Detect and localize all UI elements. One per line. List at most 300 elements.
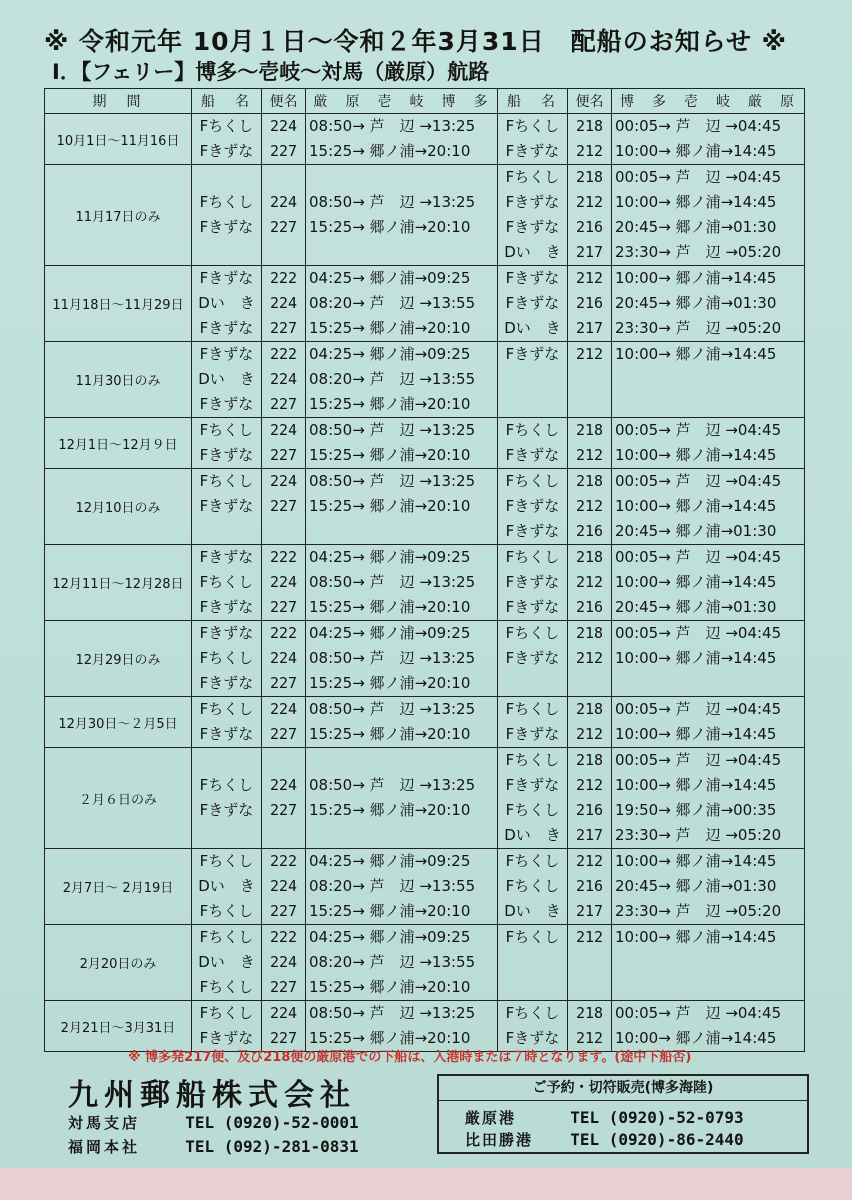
out-time: 08:50→ 芦 辺 →13:25 <box>309 700 476 718</box>
out-ship: Fちくし <box>199 193 254 211</box>
out-time: 08:20→ 芦 辺 →13:55 <box>309 294 476 312</box>
out-time: 08:50→ 芦 辺 →13:25 <box>309 421 476 439</box>
out-time: 08:20→ 芦 辺 →13:55 <box>309 370 476 388</box>
table-row <box>45 418 805 469</box>
out-time-cell <box>306 748 498 849</box>
out-time-cell <box>306 165 498 266</box>
out-num: 224 <box>269 370 298 388</box>
in-num: 218 <box>575 1004 604 1022</box>
out-num <box>265 165 302 190</box>
period-cell: 12月29日のみ <box>45 621 192 697</box>
out-num: 224 <box>269 294 298 312</box>
out-ship: Fちくし <box>199 472 254 490</box>
out-num: 224 <box>269 1004 298 1022</box>
port-tel: TEL (0920)-52-0793 <box>570 1108 744 1127</box>
out-ship <box>195 748 258 773</box>
out-ship: Fきずな <box>199 674 254 692</box>
in-ship-cell <box>498 114 568 165</box>
period-cell: 12月1日～12月９日 <box>45 418 192 469</box>
in-num: 212 <box>575 446 604 464</box>
out-ship: Dい き <box>198 294 255 312</box>
period-cell: 12月11日～12月28日 <box>45 545 192 621</box>
in-time-cell <box>612 925 805 1001</box>
table-row <box>45 697 805 748</box>
out-time: 08:50→ 芦 辺 →13:25 <box>309 1004 476 1022</box>
table-row <box>45 748 805 849</box>
out-time: 04:25→ 郷ノ浦→09:25 <box>309 928 471 946</box>
out-time: 15:25→ 郷ノ浦→20:10 <box>309 395 471 413</box>
out-time-cell <box>306 925 498 1001</box>
in-time: 00:05→ 芦 辺 →04:45 <box>615 624 782 642</box>
in-num-cell <box>568 1001 612 1052</box>
in-time: 00:05→ 芦 辺 →04:45 <box>615 168 782 186</box>
in-time-cell <box>612 748 805 849</box>
out-time-cell <box>306 114 498 165</box>
in-ship <box>501 392 564 417</box>
out-num: 224 <box>269 573 298 591</box>
in-time: 10:00→ 郷ノ浦→14:45 <box>615 573 777 591</box>
in-time: 00:05→ 芦 辺 →04:45 <box>615 472 782 490</box>
in-ship: Fきずな <box>505 269 560 287</box>
out-time: 15:25→ 郷ノ浦→20:10 <box>309 142 471 160</box>
out-ship: Fきずな <box>199 142 254 160</box>
out-ship-cell <box>192 545 262 621</box>
in-time: 10:00→ 郷ノ浦→14:45 <box>615 928 777 946</box>
in-ship: Fちくし <box>505 624 560 642</box>
in-num-cell <box>568 545 612 621</box>
out-ship: Fきずな <box>199 624 254 642</box>
out-ship: Fきずな <box>199 345 254 363</box>
in-ship <box>501 367 564 392</box>
out-time: 15:25→ 郷ノ浦→20:10 <box>309 801 471 819</box>
out-num-cell <box>262 1001 306 1052</box>
in-ship-cell <box>498 621 568 697</box>
out-time: 15:25→ 郷ノ浦→20:10 <box>309 319 471 337</box>
in-ship: Fきずな <box>505 497 560 515</box>
out-num-cell <box>262 545 306 621</box>
branch-fukuoka <box>68 1136 359 1157</box>
in-ship: Dい き <box>504 902 561 920</box>
out-num: 227 <box>269 598 298 616</box>
in-ship: Fきずな <box>505 725 560 743</box>
out-num-cell <box>262 925 306 1001</box>
in-ship: Dい き <box>504 243 561 261</box>
section-heading: Ⅰ．【フェリー】博多～壱岐～対馬（厳原）航路 <box>52 60 490 84</box>
in-time-cell <box>612 1001 805 1052</box>
table-row <box>45 342 805 418</box>
in-time: 20:45→ 郷ノ浦→01:30 <box>615 598 777 616</box>
out-ship <box>195 165 258 190</box>
in-num: 216 <box>575 877 604 895</box>
out-num: 227 <box>269 978 298 996</box>
in-ship: Fちくし <box>505 472 560 490</box>
in-num-cell <box>568 114 612 165</box>
in-num <box>571 367 608 392</box>
out-num-cell <box>262 469 306 545</box>
out-ship: Fきずな <box>199 218 254 236</box>
table-row <box>45 469 805 545</box>
in-num: 218 <box>575 117 604 135</box>
in-ship: Fきずな <box>505 649 560 667</box>
out-ship: Fちくし <box>199 421 254 439</box>
in-time: 10:00→ 郷ノ浦→14:45 <box>615 193 777 211</box>
branch-tel: TEL (092)-281-0831 <box>185 1137 359 1156</box>
period-cell: ２月６日のみ <box>45 748 192 849</box>
out-ship: Fちくし <box>199 902 254 920</box>
out-time: 04:25→ 郷ノ浦→09:25 <box>309 548 471 566</box>
out-ship: Fちくし <box>199 928 254 946</box>
out-time: 08:20→ 芦 辺 →13:55 <box>309 877 476 895</box>
period-cell: 11月18日～11月29日 <box>45 266 192 342</box>
out-ship-cell <box>192 266 262 342</box>
in-time-cell <box>612 469 805 545</box>
in-num: 212 <box>575 776 604 794</box>
out-num: 227 <box>269 674 298 692</box>
period-cell: 12月30日～２月5日 <box>45 697 192 748</box>
out-ship: Dい き <box>198 877 255 895</box>
out-ship: Fちくし <box>199 117 254 135</box>
in-ship <box>501 975 564 1000</box>
in-ship: Dい き <box>504 826 561 844</box>
booking-title: ご予約・切符販売(博多海陸) <box>439 1076 807 1101</box>
booking-port-hitakatsu <box>465 1129 744 1150</box>
in-time <box>615 367 801 392</box>
out-ship: Fきずな <box>199 801 254 819</box>
in-num <box>571 671 608 696</box>
out-num: 227 <box>269 1029 298 1047</box>
in-num: 218 <box>575 624 604 642</box>
out-ship: Fちくし <box>199 852 254 870</box>
out-time: 08:50→ 芦 辺 →13:25 <box>309 472 476 490</box>
table-row <box>45 165 805 266</box>
out-time <box>309 823 494 848</box>
branch-name: 福岡本社 <box>68 1138 141 1156</box>
out-ship: Fきずな <box>199 446 254 464</box>
boarding-note: ※ 博多発217便、及び218便の厳原港での下船は、入港時または７時となります。(途中下船否) <box>128 1050 692 1065</box>
out-num: 227 <box>269 395 298 413</box>
in-time: 20:45→ 郷ノ浦→01:30 <box>615 522 777 540</box>
in-time: 10:00→ 郷ノ浦→14:45 <box>615 725 777 743</box>
booking-port-izuhara <box>465 1107 744 1128</box>
in-time-cell <box>612 621 805 697</box>
in-ship: Fきずな <box>505 345 560 363</box>
port-tel: TEL (0920)-86-2440 <box>570 1130 744 1149</box>
out-time-cell <box>306 697 498 748</box>
out-num-cell <box>262 266 306 342</box>
out-ship-cell <box>192 469 262 545</box>
in-time: 20:45→ 郷ノ浦→01:30 <box>615 877 777 895</box>
in-num: 212 <box>575 269 604 287</box>
in-num-cell <box>568 697 612 748</box>
out-time: 08:50→ 芦 辺 →13:25 <box>309 193 476 211</box>
in-num-cell <box>568 266 612 342</box>
booking-box <box>437 1074 809 1154</box>
out-ship-cell <box>192 114 262 165</box>
in-num: 217 <box>575 243 604 261</box>
in-time <box>615 975 801 1000</box>
in-time: 00:05→ 芦 辺 →04:45 <box>615 700 782 718</box>
in-num: 216 <box>575 294 604 312</box>
out-ship-cell <box>192 342 262 418</box>
in-ship-cell <box>498 418 568 469</box>
out-num: 227 <box>269 142 298 160</box>
out-time <box>309 240 494 265</box>
out-num: 227 <box>269 902 298 920</box>
period-cell: 12月10日のみ <box>45 469 192 545</box>
in-ship-cell <box>498 697 568 748</box>
in-num-cell <box>568 621 612 697</box>
out-ship-cell <box>192 621 262 697</box>
out-num: 222 <box>269 548 298 566</box>
in-ship: Fきずな <box>505 193 560 211</box>
out-ship: Fきずな <box>199 497 254 515</box>
in-time <box>615 671 801 696</box>
in-num: 212 <box>575 142 604 160</box>
in-ship-cell <box>498 849 568 925</box>
out-time: 15:25→ 郷ノ浦→20:10 <box>309 497 471 515</box>
header-num-in: 便名 <box>568 89 612 114</box>
in-time-cell <box>612 114 805 165</box>
in-ship: Fきずな <box>505 142 560 160</box>
in-time-cell <box>612 165 805 266</box>
table-row <box>45 266 805 342</box>
in-ship <box>501 950 564 975</box>
out-num-cell <box>262 621 306 697</box>
in-ship: Fちくし <box>505 700 560 718</box>
out-ship: Fちくし <box>199 978 254 996</box>
in-ship: Fきずな <box>505 573 560 591</box>
out-time: 15:25→ 郷ノ浦→20:10 <box>309 902 471 920</box>
out-num: 224 <box>269 776 298 794</box>
out-num: 222 <box>269 269 298 287</box>
in-time: 00:05→ 芦 辺 →04:45 <box>615 117 782 135</box>
out-num: 224 <box>269 953 298 971</box>
out-ship-cell <box>192 925 262 1001</box>
period-cell: 11月30日のみ <box>45 342 192 418</box>
branch-tsushima <box>68 1112 359 1133</box>
in-num: 212 <box>575 649 604 667</box>
in-time: 23:30→ 芦 辺 →05:20 <box>615 319 782 337</box>
out-ship: Fちくし <box>199 776 254 794</box>
out-time: 15:25→ 郷ノ浦→20:10 <box>309 598 471 616</box>
in-time: 10:00→ 郷ノ浦→14:45 <box>615 776 777 794</box>
in-num: 217 <box>575 319 604 337</box>
out-num <box>265 748 302 773</box>
in-num: 218 <box>575 548 604 566</box>
branch-tel: TEL (0920)-52-0001 <box>185 1113 359 1132</box>
out-num: 224 <box>269 700 298 718</box>
out-ship: Dい き <box>198 953 255 971</box>
out-num: 227 <box>269 446 298 464</box>
header-period: 期 間 <box>45 89 192 114</box>
out-ship: Dい き <box>198 370 255 388</box>
out-ship: Fきずな <box>199 319 254 337</box>
ferry-timetable <box>44 88 805 1052</box>
out-num-cell <box>262 165 306 266</box>
in-ship-cell <box>498 925 568 1001</box>
timetable-body <box>45 114 805 1052</box>
out-num-cell <box>262 849 306 925</box>
in-num: 218 <box>575 472 604 490</box>
in-num: 216 <box>575 801 604 819</box>
header-num-out: 便名 <box>262 89 306 114</box>
out-num-cell <box>262 342 306 418</box>
out-time: 04:25→ 郷ノ浦→09:25 <box>309 852 471 870</box>
out-time: 15:25→ 郷ノ浦→20:10 <box>309 1029 471 1047</box>
in-num: 218 <box>575 168 604 186</box>
in-time: 19:50→ 郷ノ浦→00:35 <box>615 801 777 819</box>
in-ship: Dい き <box>504 319 561 337</box>
out-ship-cell <box>192 697 262 748</box>
out-num <box>265 823 302 848</box>
out-time-cell <box>306 621 498 697</box>
out-num: 227 <box>269 725 298 743</box>
out-time: 04:25→ 郷ノ浦→09:25 <box>309 345 471 363</box>
in-time-cell <box>612 697 805 748</box>
out-num: 224 <box>269 421 298 439</box>
period-cell: 2月21日～3月31日 <box>45 1001 192 1052</box>
out-time-cell <box>306 342 498 418</box>
in-num <box>571 950 608 975</box>
in-ship-cell <box>498 165 568 266</box>
out-ship: Fきずな <box>199 598 254 616</box>
in-time-cell <box>612 545 805 621</box>
out-ship-cell <box>192 849 262 925</box>
out-ship-cell <box>192 1001 262 1052</box>
in-num: 218 <box>575 751 604 769</box>
in-num-cell <box>568 925 612 1001</box>
in-num: 212 <box>575 573 604 591</box>
in-ship: Fきずな <box>505 598 560 616</box>
in-time: 00:05→ 芦 辺 →04:45 <box>615 548 782 566</box>
in-ship: Fちくし <box>505 751 560 769</box>
in-num: 212 <box>575 193 604 211</box>
in-num: 218 <box>575 700 604 718</box>
in-ship: Fちくし <box>505 1004 560 1022</box>
out-num <box>265 519 302 544</box>
in-num: 216 <box>575 598 604 616</box>
out-time: 08:50→ 芦 辺 →13:25 <box>309 117 476 135</box>
out-ship-cell <box>192 418 262 469</box>
out-time: 15:25→ 郷ノ浦→20:10 <box>309 218 471 236</box>
out-ship: Fちくし <box>199 573 254 591</box>
header-ship-out: 船 名 <box>192 89 262 114</box>
in-ship: Fきずな <box>505 446 560 464</box>
in-num: 212 <box>575 928 604 946</box>
header-route-out: 厳 原 壱 岐 博 多 <box>306 89 498 114</box>
company-name: 九州郵船株式会社 <box>68 1078 356 1113</box>
in-time <box>615 392 801 417</box>
in-num-cell <box>568 469 612 545</box>
in-ship: Fちくし <box>505 877 560 895</box>
in-num: 212 <box>575 1029 604 1047</box>
out-ship-cell <box>192 165 262 266</box>
header-ship-in: 船 名 <box>498 89 568 114</box>
out-time: 15:25→ 郷ノ浦→20:10 <box>309 674 471 692</box>
out-num: 227 <box>269 218 298 236</box>
out-time-cell <box>306 545 498 621</box>
in-time: 00:05→ 芦 辺 →04:45 <box>615 1004 782 1022</box>
in-num-cell <box>568 165 612 266</box>
in-num: 212 <box>575 852 604 870</box>
period-cell: 2月7日～ 2月19日 <box>45 849 192 925</box>
table-row <box>45 545 805 621</box>
period-cell: 10月1日～11月16日 <box>45 114 192 165</box>
period-cell: 2月20日のみ <box>45 925 192 1001</box>
in-time: 10:00→ 郷ノ浦→14:45 <box>615 446 777 464</box>
in-ship <box>501 671 564 696</box>
in-ship: Fちくし <box>505 548 560 566</box>
out-time: 15:25→ 郷ノ浦→20:10 <box>309 725 471 743</box>
in-ship: Fきずな <box>505 294 560 312</box>
in-time: 23:30→ 芦 辺 →05:20 <box>615 826 782 844</box>
out-time: 15:25→ 郷ノ浦→20:10 <box>309 978 471 996</box>
out-ship: Fちくし <box>199 1004 254 1022</box>
in-ship-cell <box>498 1001 568 1052</box>
in-time: 00:05→ 芦 辺 →04:45 <box>615 751 782 769</box>
out-ship: Fきずな <box>199 395 254 413</box>
out-time-cell <box>306 418 498 469</box>
in-time: 10:00→ 郷ノ浦→14:45 <box>615 269 777 287</box>
out-ship: Fきずな <box>199 269 254 287</box>
in-time: 10:00→ 郷ノ浦→14:45 <box>615 649 777 667</box>
in-num: 216 <box>575 522 604 540</box>
out-time-cell <box>306 849 498 925</box>
out-ship: Fちくし <box>199 649 254 667</box>
in-time-cell <box>612 849 805 925</box>
out-time: 08:20→ 芦 辺 →13:55 <box>309 953 476 971</box>
out-time <box>309 748 494 773</box>
in-time: 10:00→ 郷ノ浦→14:45 <box>615 497 777 515</box>
in-ship-cell <box>498 342 568 418</box>
out-ship <box>195 519 258 544</box>
in-ship: Fちくし <box>505 421 560 439</box>
in-time: 20:45→ 郷ノ浦→01:30 <box>615 218 777 236</box>
in-num: 212 <box>575 345 604 363</box>
in-num: 217 <box>575 902 604 920</box>
in-ship: Fきずな <box>505 776 560 794</box>
out-time: 08:50→ 芦 辺 →13:25 <box>309 573 476 591</box>
out-num: 222 <box>269 928 298 946</box>
port-name: 比田勝港 <box>465 1131 534 1149</box>
out-num: 224 <box>269 193 298 211</box>
out-ship <box>195 240 258 265</box>
in-num: 212 <box>575 725 604 743</box>
in-time: 10:00→ 郷ノ浦→14:45 <box>615 1029 777 1047</box>
in-num <box>571 392 608 417</box>
out-ship-cell <box>192 748 262 849</box>
out-ship: Fきずな <box>199 548 254 566</box>
in-num-cell <box>568 748 612 849</box>
in-time-cell <box>612 342 805 418</box>
out-num: 224 <box>269 472 298 490</box>
table-row <box>45 849 805 925</box>
in-num: 217 <box>575 826 604 844</box>
in-ship-cell <box>498 748 568 849</box>
in-time: 20:45→ 郷ノ浦→01:30 <box>615 294 777 312</box>
out-time-cell <box>306 1001 498 1052</box>
in-ship: Fちくし <box>505 928 560 946</box>
out-num: 224 <box>269 877 298 895</box>
out-num-cell <box>262 697 306 748</box>
out-ship <box>195 823 258 848</box>
table-row <box>45 1001 805 1052</box>
in-time: 10:00→ 郷ノ浦→14:45 <box>615 142 777 160</box>
in-ship: Fきずな <box>505 1029 560 1047</box>
out-time: 04:25→ 郷ノ浦→09:25 <box>309 269 471 287</box>
in-ship: Fちくし <box>505 117 560 135</box>
out-time <box>309 165 494 190</box>
